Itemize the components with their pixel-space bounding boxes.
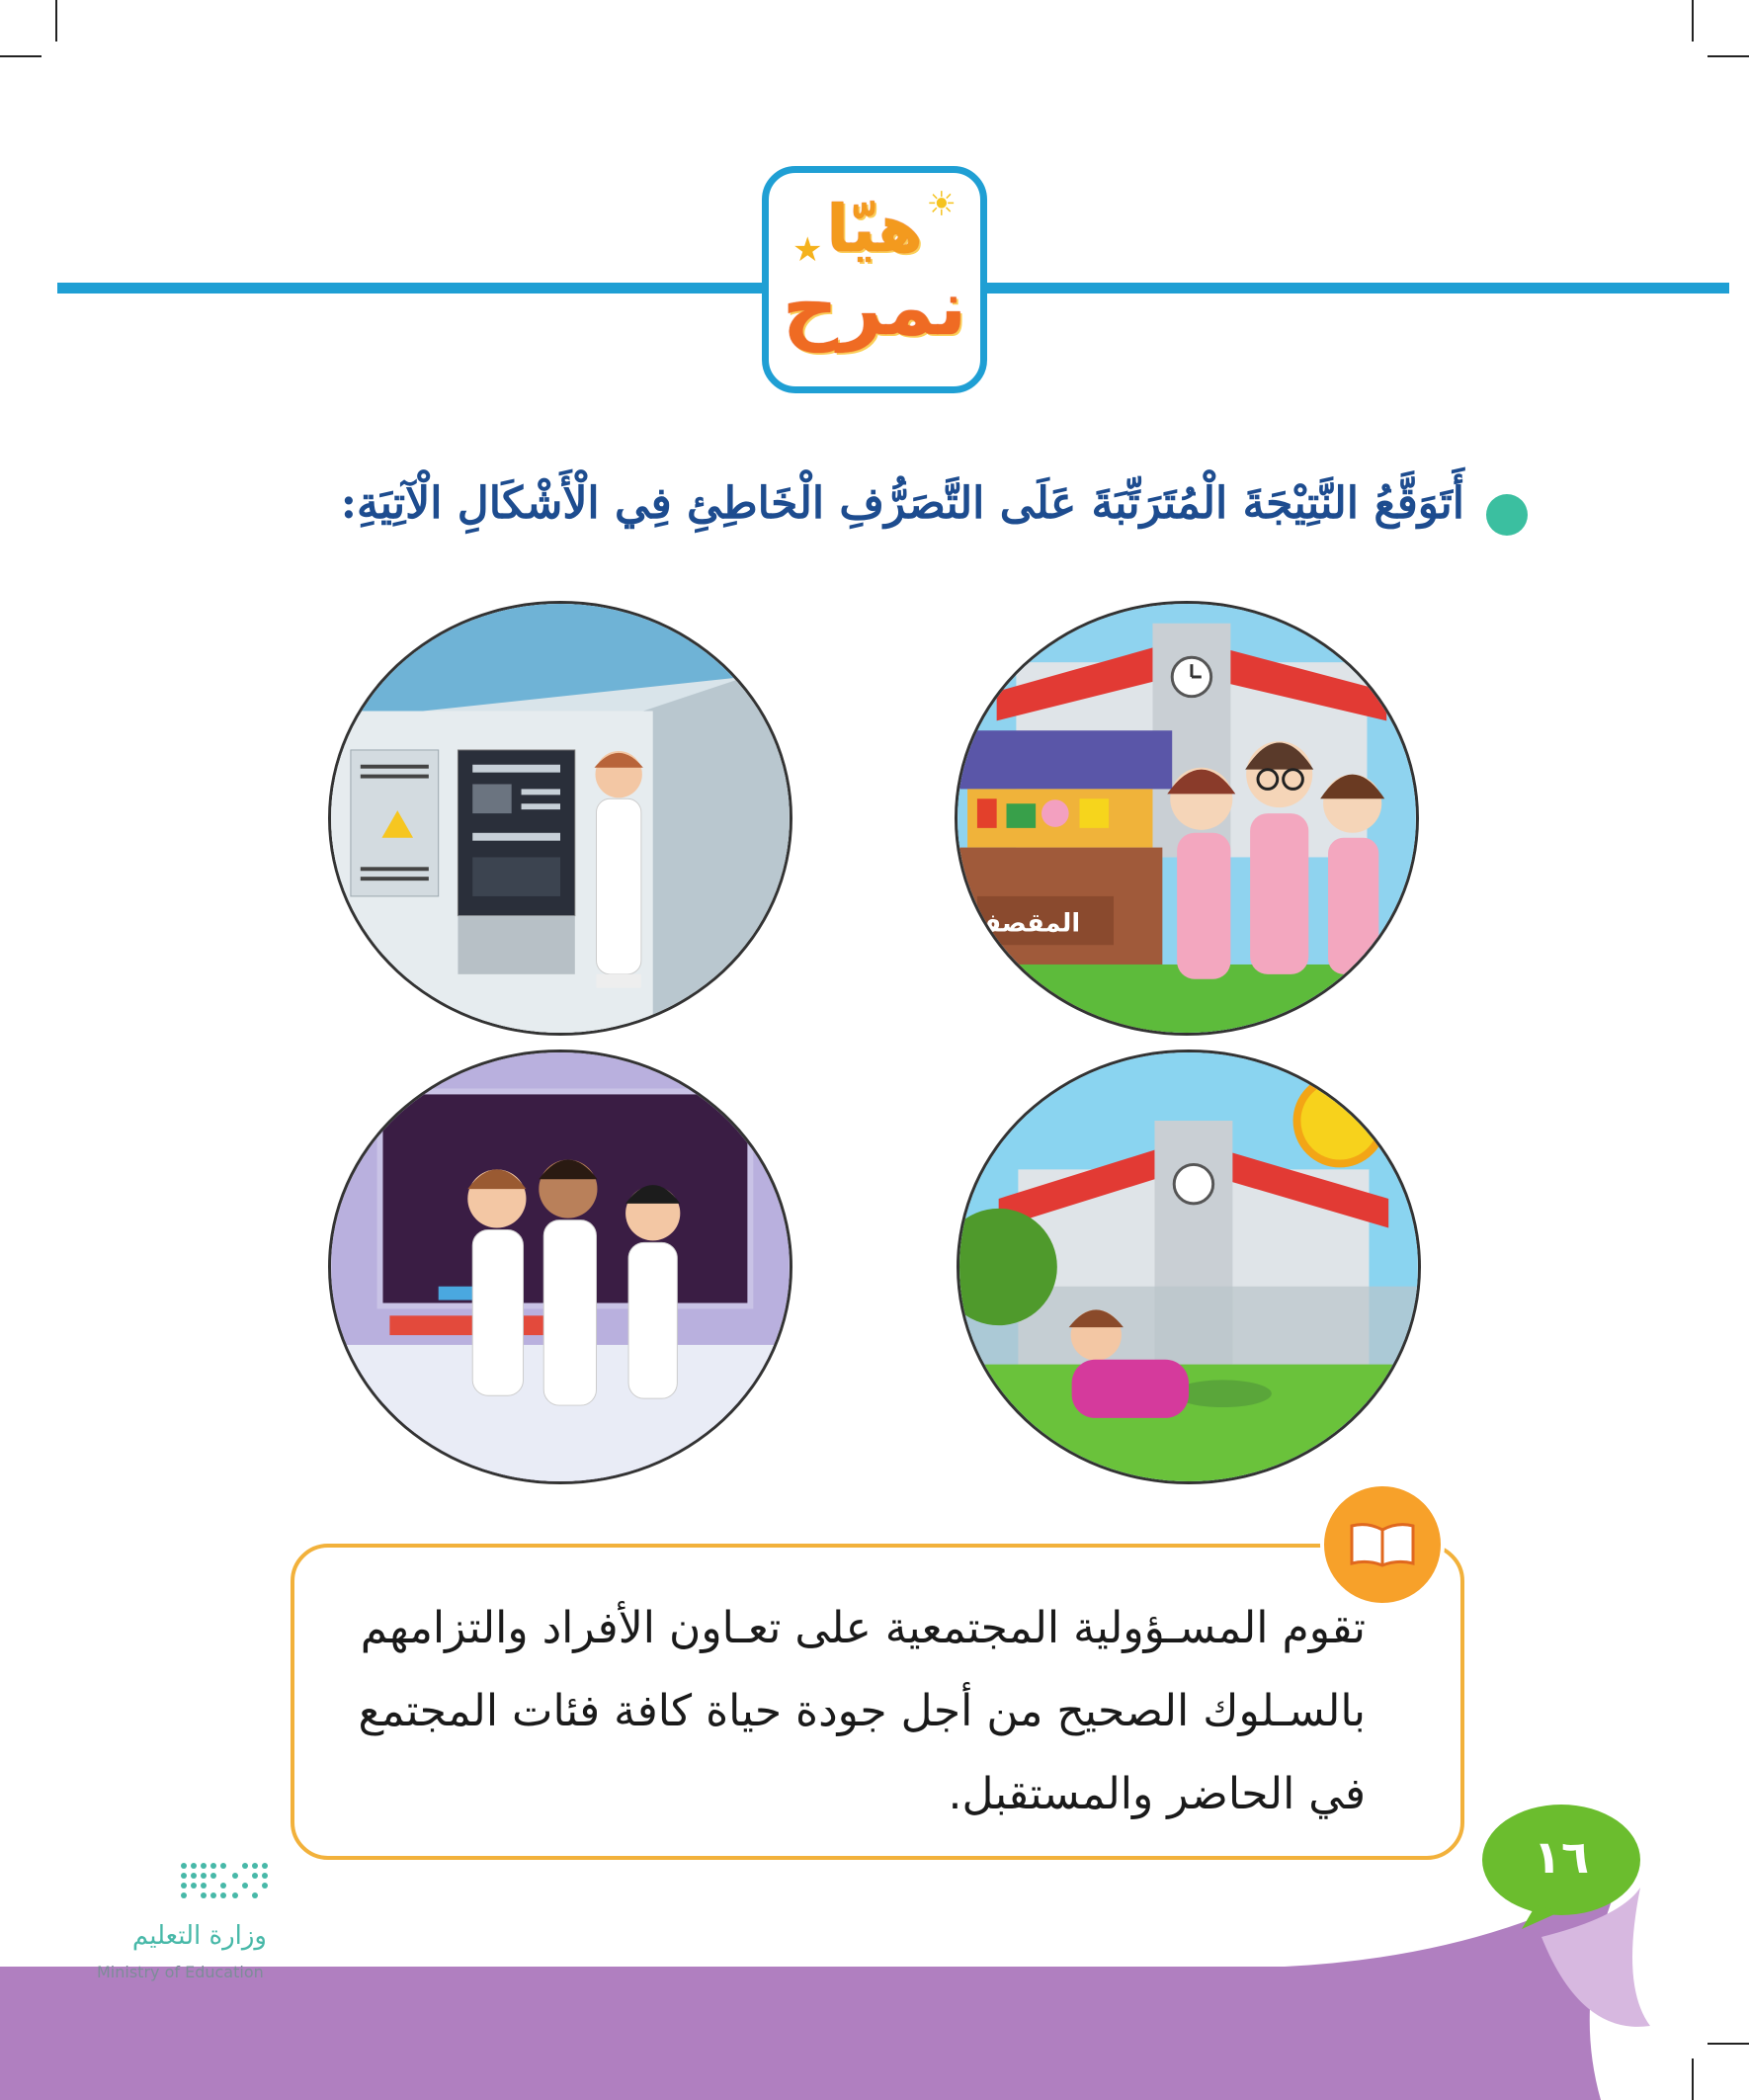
info-line: تقوم المسـؤولية المجتمعية على تعـاون الأفراد والتزامهم <box>360 1603 1366 1653</box>
instruction-text: أَتَوَقَّعُ النَّتِيْجَةَ الْمُتَرَتِّبَةَ عَلَى التَّصَرُّفِ الْخَاطِئِ فِي الْأَشْكَالِ الْآتِيَةِ: <box>340 478 1464 529</box>
info-text <box>348 1587 1366 1836</box>
school-canteen-scene <box>955 601 1419 1036</box>
fight-illustration <box>331 1052 790 1481</box>
book-icon <box>1350 1522 1415 1567</box>
instruction <box>296 472 1522 551</box>
star-icon: ★ <box>792 230 823 270</box>
ministry-name-ar: وزارة التعليم <box>131 1921 267 1951</box>
book-badge <box>1320 1482 1445 1607</box>
canteen-sign: المقصف <box>971 908 1081 939</box>
crop-mark <box>1692 0 1694 42</box>
sun-icon: ☀ <box>926 185 957 224</box>
classroom-fight-scene <box>328 1050 792 1484</box>
badge-title-line2: نمرح <box>782 264 967 353</box>
canteen-illustration <box>958 604 1416 1033</box>
sun-schoolyard-scene <box>957 1050 1421 1484</box>
electric-panel-scene <box>328 601 792 1036</box>
page-number: ١٦ <box>1533 1830 1590 1884</box>
crop-mark <box>0 55 42 57</box>
crop-mark <box>1707 55 1749 57</box>
info-line: في الحاضر والمستقبل. <box>948 1769 1366 1819</box>
badge-title-line1: هيّا <box>826 191 923 267</box>
bullet-icon <box>1486 494 1528 536</box>
info-box <box>291 1544 1464 1860</box>
crop-mark <box>55 0 57 42</box>
schoolyard-illustration <box>959 1052 1418 1481</box>
section-badge <box>762 166 987 393</box>
electric-panel-illustration <box>331 604 790 1033</box>
info-line: بالسـلوك الصحيح من أجل جودة حياة كافة فئات المجتمع <box>358 1686 1366 1736</box>
ministry-name-en: Ministry of Education <box>97 1963 264 1981</box>
